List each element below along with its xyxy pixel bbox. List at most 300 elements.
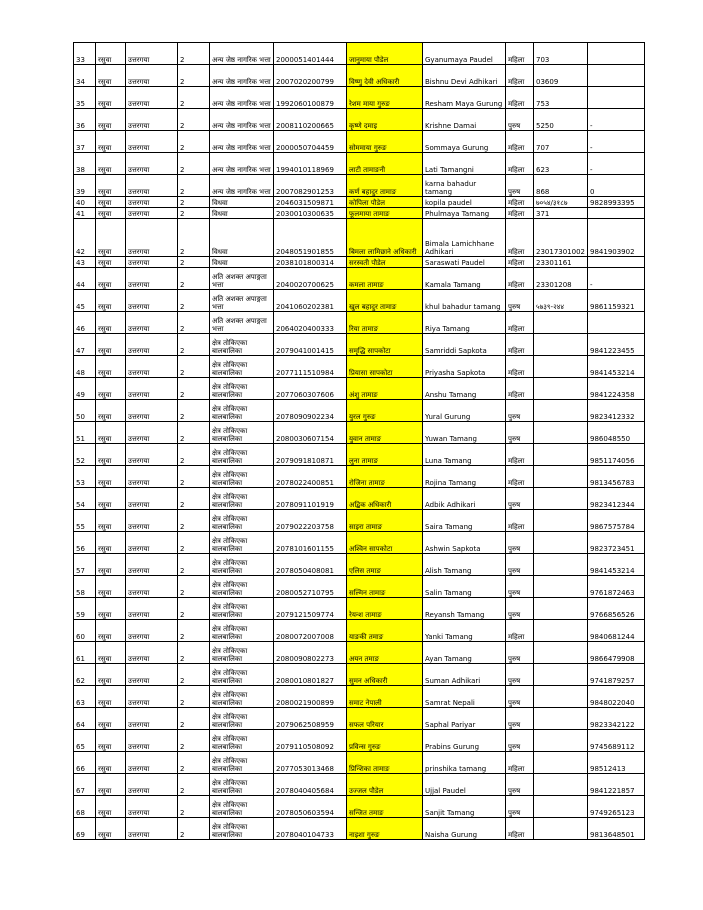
cell-serial-number: 47 — [74, 334, 96, 356]
cell-name-english: Ayan Tamang — [423, 642, 506, 664]
cell-allowance-type: क्षेत्र तोकिएका बालबालिका — [210, 444, 274, 466]
cell-id-number: 2030010300635 — [274, 208, 347, 219]
cell-name-nepali: अश्विन सापकोटा — [347, 532, 423, 554]
cell-district: रसुवा — [96, 175, 126, 197]
cell-allowance-type: क्षेत्र तोकिएका बालबालिका — [210, 356, 274, 378]
cell-allowance-type: क्षेत्र तोकिएका बालबालिका — [210, 576, 274, 598]
table-row — [74, 554, 645, 576]
cell-citizenship-number — [534, 466, 588, 488]
cell-municipality: उत्तरगया — [126, 87, 178, 109]
cell-name-english: Resham Maya Gurung — [423, 87, 506, 109]
table-row — [74, 664, 645, 686]
cell-gender: पुरुष — [506, 664, 534, 686]
cell-gender: महिला — [506, 153, 534, 175]
cell-phone — [588, 312, 645, 334]
table-row — [74, 109, 645, 131]
cell-municipality: उत्तरगया — [126, 554, 178, 576]
table-row — [74, 686, 645, 708]
cell-name-english: Priyasha Sapkota — [423, 356, 506, 378]
cell-citizenship-number — [534, 400, 588, 422]
cell-phone: 9840681244 — [588, 620, 645, 642]
cell-ward: 2 — [178, 576, 210, 598]
cell-citizenship-number: 707 — [534, 131, 588, 153]
cell-name-nepali: याङकी तमाङ — [347, 620, 423, 642]
cell-phone: 9828993395 — [588, 197, 645, 208]
cell-allowance-type: क्षेत्र तोकिएका बालबालिका — [210, 532, 274, 554]
beneficiary-table — [73, 42, 645, 840]
cell-serial-number: 60 — [74, 620, 96, 642]
cell-gender: महिला — [506, 257, 534, 268]
cell-district: रसुवा — [96, 43, 126, 65]
cell-gender: महिला — [506, 334, 534, 356]
cell-serial-number: 42 — [74, 219, 96, 257]
cell-citizenship-number: 868 — [534, 175, 588, 197]
cell-id-number: 2079062508959 — [274, 708, 347, 730]
cell-gender: महिला — [506, 197, 534, 208]
cell-id-number: 2079022203758 — [274, 510, 347, 532]
cell-citizenship-number: 703 — [534, 43, 588, 65]
cell-gender: पुरुष — [506, 400, 534, 422]
cell-name-english: Yanki Tamang — [423, 620, 506, 642]
cell-ward: 2 — [178, 620, 210, 642]
cell-allowance-type: क्षेत्र तोकिएका बालबालिका — [210, 598, 274, 620]
cell-serial-number: 62 — [74, 664, 96, 686]
cell-id-number: 2079121509774 — [274, 598, 347, 620]
cell-ward: 2 — [178, 334, 210, 356]
cell-serial-number: 59 — [74, 598, 96, 620]
cell-allowance-type: अन्य जेष्ठ नागरिक भत्ता — [210, 87, 274, 109]
cell-allowance-type: अन्य जेष्ठ नागरिक भत्ता — [210, 175, 274, 197]
cell-id-number: 1994010118969 — [274, 153, 347, 175]
table-row — [74, 796, 645, 818]
cell-ward: 2 — [178, 532, 210, 554]
cell-municipality: उत्तरगया — [126, 109, 178, 131]
cell-ward: 2 — [178, 554, 210, 576]
cell-phone: 9861159321 — [588, 290, 645, 312]
cell-phone — [588, 87, 645, 109]
cell-name-nepali: सन्जित तमाङ — [347, 796, 423, 818]
cell-serial-number: 34 — [74, 65, 96, 87]
cell-gender: पुरुष — [506, 774, 534, 796]
cell-phone: 9766856526 — [588, 598, 645, 620]
cell-id-number: 2038101800314 — [274, 257, 347, 268]
cell-serial-number: 36 — [74, 109, 96, 131]
cell-phone: 9761872463 — [588, 576, 645, 598]
cell-citizenship-number — [534, 554, 588, 576]
cell-gender: महिला — [506, 444, 534, 466]
cell-name-english: Alish Tamang — [423, 554, 506, 576]
cell-phone: 9823342122 — [588, 708, 645, 730]
cell-serial-number: 45 — [74, 290, 96, 312]
table-row — [74, 312, 645, 334]
cell-allowance-type: क्षेत्र तोकिएका बालबालिका — [210, 400, 274, 422]
cell-allowance-type: क्षेत्र तोकिएका बालबालिका — [210, 466, 274, 488]
cell-serial-number: 61 — [74, 642, 96, 664]
cell-serial-number: 40 — [74, 197, 96, 208]
cell-serial-number: 33 — [74, 43, 96, 65]
cell-district: रसुवा — [96, 257, 126, 268]
cell-allowance-type: अन्य जेष्ठ नागरिक भत्ता — [210, 109, 274, 131]
cell-municipality: उत्तरगया — [126, 796, 178, 818]
cell-allowance-type: विधवा — [210, 219, 274, 257]
cell-serial-number: 57 — [74, 554, 96, 576]
cell-id-number: 2008110200665 — [274, 109, 347, 131]
cell-citizenship-number: ५७३९-२४४ — [534, 290, 588, 312]
cell-allowance-type: अति अशक्त अपाङ्गता भत्ता — [210, 290, 274, 312]
cell-ward: 2 — [178, 312, 210, 334]
cell-serial-number: 56 — [74, 532, 96, 554]
cell-allowance-type: क्षेत्र तोकिएका बालबालिका — [210, 774, 274, 796]
cell-gender: महिला — [506, 620, 534, 642]
cell-citizenship-number: ७०५४/३१८७ — [534, 197, 588, 208]
cell-id-number: 2078101601155 — [274, 532, 347, 554]
cell-district: रसुवा — [96, 532, 126, 554]
cell-name-nepali: अयन तमाङ — [347, 642, 423, 664]
cell-municipality: उत्तरगया — [126, 576, 178, 598]
cell-id-number: 2080090802273 — [274, 642, 347, 664]
table-row — [74, 268, 645, 290]
cell-phone: 9841453214 — [588, 554, 645, 576]
cell-serial-number: 43 — [74, 257, 96, 268]
cell-municipality: उत्तरगया — [126, 400, 178, 422]
cell-id-number: 2080072007008 — [274, 620, 347, 642]
cell-allowance-type: क्षेत्र तोकिएका बालबालिका — [210, 510, 274, 532]
cell-phone: 9867575784 — [588, 510, 645, 532]
cell-gender: पुरुष — [506, 730, 534, 752]
cell-allowance-type: अन्य जेष्ठ नागरिक भत्ता — [210, 153, 274, 175]
cell-ward: 2 — [178, 664, 210, 686]
cell-serial-number: 68 — [74, 796, 96, 818]
cell-district: रसुवा — [96, 796, 126, 818]
cell-id-number: 2046031509871 — [274, 197, 347, 208]
cell-phone: 9841453214 — [588, 356, 645, 378]
cell-phone: 9851174056 — [588, 444, 645, 466]
cell-citizenship-number — [534, 444, 588, 466]
cell-name-english: Lati Tamangni — [423, 153, 506, 175]
cell-citizenship-number: 753 — [534, 87, 588, 109]
cell-municipality: उत्तरगया — [126, 422, 178, 444]
cell-phone: 9749265123 — [588, 796, 645, 818]
cell-allowance-type: विधवा — [210, 208, 274, 219]
cell-name-nepali: बिमला लामिछाने अधिकारी — [347, 219, 423, 257]
cell-id-number: 2078091101919 — [274, 488, 347, 510]
cell-phone: 9866479908 — [588, 642, 645, 664]
cell-gender: पुरुष — [506, 532, 534, 554]
cell-serial-number: 69 — [74, 818, 96, 840]
cell-municipality: उत्तरगया — [126, 65, 178, 87]
cell-allowance-type: विधवा — [210, 197, 274, 208]
cell-district: रसुवा — [96, 598, 126, 620]
cell-ward: 2 — [178, 686, 210, 708]
cell-gender: पुरुष — [506, 109, 534, 131]
cell-ward: 2 — [178, 488, 210, 510]
table-row — [74, 642, 645, 664]
cell-district: रसुवा — [96, 65, 126, 87]
cell-citizenship-number: 23301161 — [534, 257, 588, 268]
cell-citizenship-number — [534, 752, 588, 774]
cell-name-nepali: प्रिन्शिका तामाङ — [347, 752, 423, 774]
cell-district: रसुवा — [96, 686, 126, 708]
cell-citizenship-number — [534, 356, 588, 378]
cell-municipality: उत्तरगया — [126, 175, 178, 197]
cell-id-number: 2079110508092 — [274, 730, 347, 752]
cell-municipality: उत्तरगया — [126, 664, 178, 686]
cell-district: रसुवा — [96, 554, 126, 576]
cell-ward: 2 — [178, 43, 210, 65]
cell-ward: 2 — [178, 290, 210, 312]
cell-allowance-type: अति अशक्त अपाङ्गता भत्ता — [210, 268, 274, 290]
cell-citizenship-number — [534, 488, 588, 510]
cell-id-number: 2078050408081 — [274, 554, 347, 576]
cell-name-nepali: रोजिना तामाङ — [347, 466, 423, 488]
cell-name-nepali: सल्मिन तामाङ — [347, 576, 423, 598]
cell-name-nepali: लाटी तामाङनी — [347, 153, 423, 175]
table-row — [74, 153, 645, 175]
cell-serial-number: 67 — [74, 774, 96, 796]
table-row — [74, 488, 645, 510]
cell-name-english: Saphal Pariyar — [423, 708, 506, 730]
cell-allowance-type: क्षेत्र तोकिएका बालबालिका — [210, 708, 274, 730]
cell-municipality: उत्तरगया — [126, 488, 178, 510]
cell-phone: 9823412344 — [588, 488, 645, 510]
cell-gender: महिला — [506, 466, 534, 488]
cell-ward: 2 — [178, 153, 210, 175]
cell-gender: महिला — [506, 65, 534, 87]
cell-name-nepali: सुमन अधिकारी — [347, 664, 423, 686]
cell-ward: 2 — [178, 708, 210, 730]
cell-serial-number: 54 — [74, 488, 96, 510]
cell-phone — [588, 43, 645, 65]
cell-phone: 9813456783 — [588, 466, 645, 488]
cell-phone — [588, 65, 645, 87]
table-row — [74, 598, 645, 620]
cell-gender: महिला — [506, 356, 534, 378]
cell-gender: पुरुष — [506, 175, 534, 197]
cell-id-number: 2079041001415 — [274, 334, 347, 356]
cell-citizenship-number — [534, 642, 588, 664]
cell-name-nepali: अंशु तामाङ — [347, 378, 423, 400]
cell-ward: 2 — [178, 175, 210, 197]
cell-name-nepali: साइरा तामाङ — [347, 510, 423, 532]
cell-name-nepali: सफल परियार — [347, 708, 423, 730]
cell-ward: 2 — [178, 818, 210, 840]
table-row — [74, 208, 645, 219]
cell-municipality: उत्तरगया — [126, 730, 178, 752]
table-row — [74, 400, 645, 422]
table-row — [74, 422, 645, 444]
cell-id-number: 2048051901855 — [274, 219, 347, 257]
cell-municipality: उत्तरगया — [126, 532, 178, 554]
cell-allowance-type: अन्य जेष्ठ नागरिक भत्ता — [210, 131, 274, 153]
cell-citizenship-number: 371 — [534, 208, 588, 219]
cell-gender: महिला — [506, 43, 534, 65]
table-row — [74, 378, 645, 400]
cell-district: रसुवा — [96, 576, 126, 598]
cell-name-english: Phulmaya Tamang — [423, 208, 506, 219]
cell-name-nepali: कमला तामाङ — [347, 268, 423, 290]
cell-allowance-type: क्षेत्र तोकिएका बालबालिका — [210, 378, 274, 400]
cell-citizenship-number — [534, 818, 588, 840]
cell-id-number: 2041060202381 — [274, 290, 347, 312]
cell-ward: 2 — [178, 730, 210, 752]
cell-ward: 2 — [178, 774, 210, 796]
cell-citizenship-number — [534, 664, 588, 686]
table-row — [74, 730, 645, 752]
cell-name-nepali: रेशम माया गुरुङ — [347, 87, 423, 109]
cell-district: रसुवा — [96, 488, 126, 510]
cell-gender: महिला — [506, 752, 534, 774]
cell-id-number: 2078040104733 — [274, 818, 347, 840]
cell-serial-number: 51 — [74, 422, 96, 444]
cell-serial-number: 58 — [74, 576, 96, 598]
cell-name-nepali: सरस्वती पौडेल — [347, 257, 423, 268]
cell-name-english: Gyanumaya Paudel — [423, 43, 506, 65]
cell-citizenship-number — [534, 576, 588, 598]
cell-name-english: Saraswati Paudel — [423, 257, 506, 268]
cell-name-nepali: कृष्णे दमाइ — [347, 109, 423, 131]
cell-allowance-type: क्षेत्र तोकिएका बालबालिका — [210, 818, 274, 840]
cell-citizenship-number — [534, 620, 588, 642]
cell-municipality: उत्तरगया — [126, 466, 178, 488]
cell-id-number: 2080021900899 — [274, 686, 347, 708]
cell-citizenship-number — [534, 708, 588, 730]
cell-name-english: Bishnu Devi Adhikari — [423, 65, 506, 87]
cell-citizenship-number — [534, 774, 588, 796]
cell-phone — [588, 208, 645, 219]
cell-phone: 9841224358 — [588, 378, 645, 400]
cell-allowance-type: क्षेत्र तोकिएका बालबालिका — [210, 730, 274, 752]
cell-id-number: 2080030607154 — [274, 422, 347, 444]
cell-name-nepali: युरल गुरुङ — [347, 400, 423, 422]
cell-serial-number: 37 — [74, 131, 96, 153]
cell-ward: 2 — [178, 466, 210, 488]
cell-allowance-type: क्षेत्र तोकिएका बालबालिका — [210, 796, 274, 818]
cell-ward: 2 — [178, 87, 210, 109]
cell-district: रसुवा — [96, 510, 126, 532]
cell-municipality: उत्तरगया — [126, 686, 178, 708]
cell-district: रसुवा — [96, 87, 126, 109]
cell-municipality: उत्तरगया — [126, 334, 178, 356]
cell-phone: 9841223455 — [588, 334, 645, 356]
cell-municipality: उत्तरगया — [126, 312, 178, 334]
cell-serial-number: 65 — [74, 730, 96, 752]
cell-gender: पुरुष — [506, 796, 534, 818]
cell-gender: पुरुष — [506, 708, 534, 730]
cell-district: रसुवा — [96, 774, 126, 796]
cell-allowance-type: क्षेत्र तोकिएका बालबालिका — [210, 488, 274, 510]
table-row — [74, 65, 645, 87]
cell-district: रसुवा — [96, 444, 126, 466]
cell-ward: 2 — [178, 642, 210, 664]
cell-name-english: Ujjal Paudel — [423, 774, 506, 796]
cell-gender: महिला — [506, 818, 534, 840]
cell-district: रसुवा — [96, 730, 126, 752]
cell-ward: 2 — [178, 422, 210, 444]
cell-municipality: उत्तरगया — [126, 642, 178, 664]
cell-serial-number: 48 — [74, 356, 96, 378]
cell-name-english: Naisha Gurung — [423, 818, 506, 840]
cell-name-nepali: नाइशा गुरुङ — [347, 818, 423, 840]
cell-citizenship-number: 5250 — [534, 109, 588, 131]
cell-serial-number: 35 — [74, 87, 96, 109]
cell-ward: 2 — [178, 510, 210, 532]
table-row — [74, 175, 645, 197]
cell-district: रसुवा — [96, 208, 126, 219]
cell-serial-number: 50 — [74, 400, 96, 422]
cell-district: रसुवा — [96, 109, 126, 131]
cell-allowance-type: क्षेत्र तोकिएका बालबालिका — [210, 620, 274, 642]
cell-name-nepali: रेयन्श तामाङ — [347, 598, 423, 620]
cell-id-number: 2080052710795 — [274, 576, 347, 598]
cell-name-nepali: लुना तामाङ — [347, 444, 423, 466]
cell-name-english: Anshu Tamang — [423, 378, 506, 400]
cell-name-english: Luna Tamang — [423, 444, 506, 466]
cell-citizenship-number — [534, 510, 588, 532]
table-row — [74, 532, 645, 554]
cell-ward: 2 — [178, 257, 210, 268]
table-row — [74, 197, 645, 208]
table-row — [74, 620, 645, 642]
cell-allowance-type: अति अशक्त अपाङ्गता भत्ता — [210, 312, 274, 334]
cell-name-english: karna bahadur tamang — [423, 175, 506, 197]
cell-serial-number: 44 — [74, 268, 96, 290]
cell-municipality: उत्तरगया — [126, 752, 178, 774]
cell-district: रसुवा — [96, 312, 126, 334]
cell-name-english: Suman Adhikari — [423, 664, 506, 686]
cell-district: रसुवा — [96, 466, 126, 488]
cell-name-english: Yuwan Tamang — [423, 422, 506, 444]
cell-municipality: उत्तरगया — [126, 268, 178, 290]
cell-citizenship-number — [534, 686, 588, 708]
cell-name-nepali: समृद्धि सापकोटा — [347, 334, 423, 356]
cell-gender: पुरुष — [506, 598, 534, 620]
cell-id-number: 2000051401444 — [274, 43, 347, 65]
cell-municipality: उत्तरगया — [126, 356, 178, 378]
cell-phone: 986048550 — [588, 422, 645, 444]
cell-name-nepali: जानुमाया पौडेल — [347, 43, 423, 65]
cell-phone: 0 — [588, 175, 645, 197]
cell-name-english: Samrat Nepali — [423, 686, 506, 708]
cell-phone: 9848022040 — [588, 686, 645, 708]
cell-ward: 2 — [178, 197, 210, 208]
cell-phone: 9841221857 — [588, 774, 645, 796]
cell-id-number: 2000050704459 — [274, 131, 347, 153]
cell-district: रसुवा — [96, 268, 126, 290]
cell-allowance-type: क्षेत्र तोकिएका बालबालिका — [210, 752, 274, 774]
cell-name-english: prinshika tamang — [423, 752, 506, 774]
cell-citizenship-number — [534, 334, 588, 356]
cell-ward: 2 — [178, 131, 210, 153]
cell-ward: 2 — [178, 378, 210, 400]
cell-id-number: 2077060307606 — [274, 378, 347, 400]
cell-name-nepali: सोममाया गुरुङ — [347, 131, 423, 153]
cell-serial-number: 39 — [74, 175, 96, 197]
cell-name-english: Yural Gurung — [423, 400, 506, 422]
cell-id-number: 2079091810871 — [274, 444, 347, 466]
cell-gender: महिला — [506, 378, 534, 400]
cell-allowance-type: क्षेत्र तोकिएका बालबालिका — [210, 334, 274, 356]
cell-gender: महिला — [506, 510, 534, 532]
cell-phone: 9745689112 — [588, 730, 645, 752]
cell-name-nepali: युवान तामाङ — [347, 422, 423, 444]
cell-district: रसुवा — [96, 334, 126, 356]
cell-name-english: Ashwin Sapkota — [423, 532, 506, 554]
cell-gender: महिला — [506, 208, 534, 219]
cell-ward: 2 — [178, 109, 210, 131]
cell-district: रसुवा — [96, 131, 126, 153]
cell-serial-number: 63 — [74, 686, 96, 708]
cell-allowance-type: क्षेत्र तोकिएका बालबालिका — [210, 664, 274, 686]
